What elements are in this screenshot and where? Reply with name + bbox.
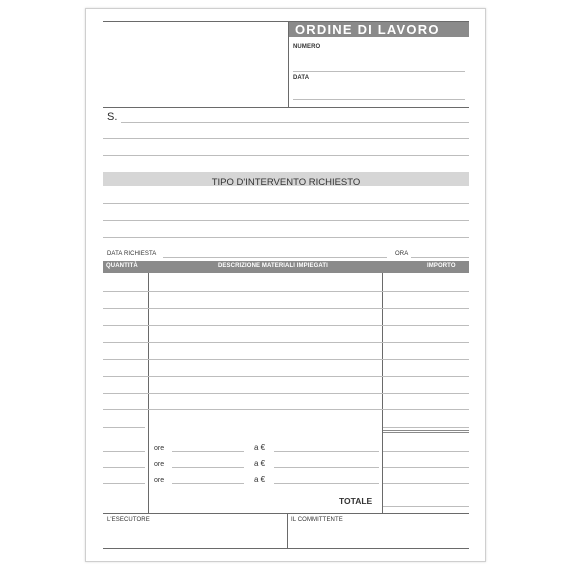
- qty-line-2: [103, 451, 145, 452]
- ora-label: ORA: [395, 251, 409, 257]
- tipo-intervento-band: [103, 172, 469, 186]
- importo-subtotal-rule: [383, 430, 469, 431]
- committente-label: IL COMMITTENTE: [291, 517, 343, 523]
- signature-divider: [287, 513, 288, 549]
- ore-field-1[interactable]: [172, 451, 244, 452]
- ore-label-2: ore: [154, 461, 165, 468]
- importo-line-4: [383, 483, 469, 484]
- tipo-line-3[interactable]: [103, 237, 469, 238]
- s-label: S.: [107, 111, 118, 123]
- form-title-band: [289, 22, 469, 37]
- tipo-line-1[interactable]: [103, 203, 469, 204]
- qty-line-4: [103, 483, 145, 484]
- euro-field-1[interactable]: [274, 451, 379, 452]
- importo-subtotal-rule-2: [383, 432, 469, 433]
- ore-field-2[interactable]: [172, 467, 244, 468]
- signature-top-rule: [103, 513, 469, 514]
- numero-label: NUMERO: [293, 44, 321, 50]
- table-row-line-8: [103, 409, 469, 410]
- table-header: [103, 261, 469, 273]
- qty-line-3: [103, 467, 145, 468]
- signature-bottom-rule: [103, 548, 469, 549]
- importo-line-1: [383, 427, 469, 428]
- table-row-line-2: [103, 308, 469, 309]
- euro-field-2[interactable]: [274, 467, 379, 468]
- esecutore-label: L'ESECUTORE: [107, 517, 150, 523]
- totale-label: TOTALE: [339, 496, 373, 506]
- tipo-intervento-label: TIPO D'INTERVENTO RICHIESTO: [211, 177, 361, 188]
- ore-label-1: ore: [154, 445, 165, 452]
- form-title: ORDINE DI LAVORO: [295, 22, 440, 37]
- s-line-2[interactable]: [103, 138, 469, 139]
- s-line-1[interactable]: [121, 122, 469, 123]
- data-richiesta-label: DATA RICHIESTA: [107, 251, 157, 257]
- table-row-line-1: [103, 291, 469, 292]
- data-label: DATA: [293, 75, 310, 81]
- header-quantita: QUANTITÀ: [106, 263, 138, 269]
- table-row-line-5: [103, 359, 469, 360]
- table-row-line-3: [103, 325, 469, 326]
- work-order-form: [85, 8, 486, 562]
- ora-field[interactable]: [411, 257, 469, 258]
- table-row-line-7: [103, 393, 469, 394]
- ore-label-3: ore: [154, 477, 165, 484]
- header-importo: IMPORTO: [427, 263, 456, 269]
- numero-field[interactable]: [293, 71, 465, 72]
- data-richiesta-field[interactable]: [163, 257, 387, 258]
- tipo-line-2[interactable]: [103, 220, 469, 221]
- euro-label-2: a €: [254, 459, 266, 468]
- table-row-line-6: [103, 376, 469, 377]
- data-field[interactable]: [293, 99, 465, 100]
- ore-field-3[interactable]: [172, 483, 244, 484]
- totale-field[interactable]: [383, 506, 469, 507]
- euro-label-1: a €: [254, 443, 266, 452]
- euro-label-3: a €: [254, 475, 266, 484]
- header-descrizione: DESCRIZIONE MATERIALI IMPIEGATI: [218, 263, 328, 269]
- importo-line-2: [383, 451, 469, 452]
- table-row-line-4: [103, 342, 469, 343]
- importo-line-3: [383, 467, 469, 468]
- euro-field-3[interactable]: [274, 483, 379, 484]
- qty-line-1: [103, 427, 145, 428]
- s-line-3[interactable]: [103, 155, 469, 156]
